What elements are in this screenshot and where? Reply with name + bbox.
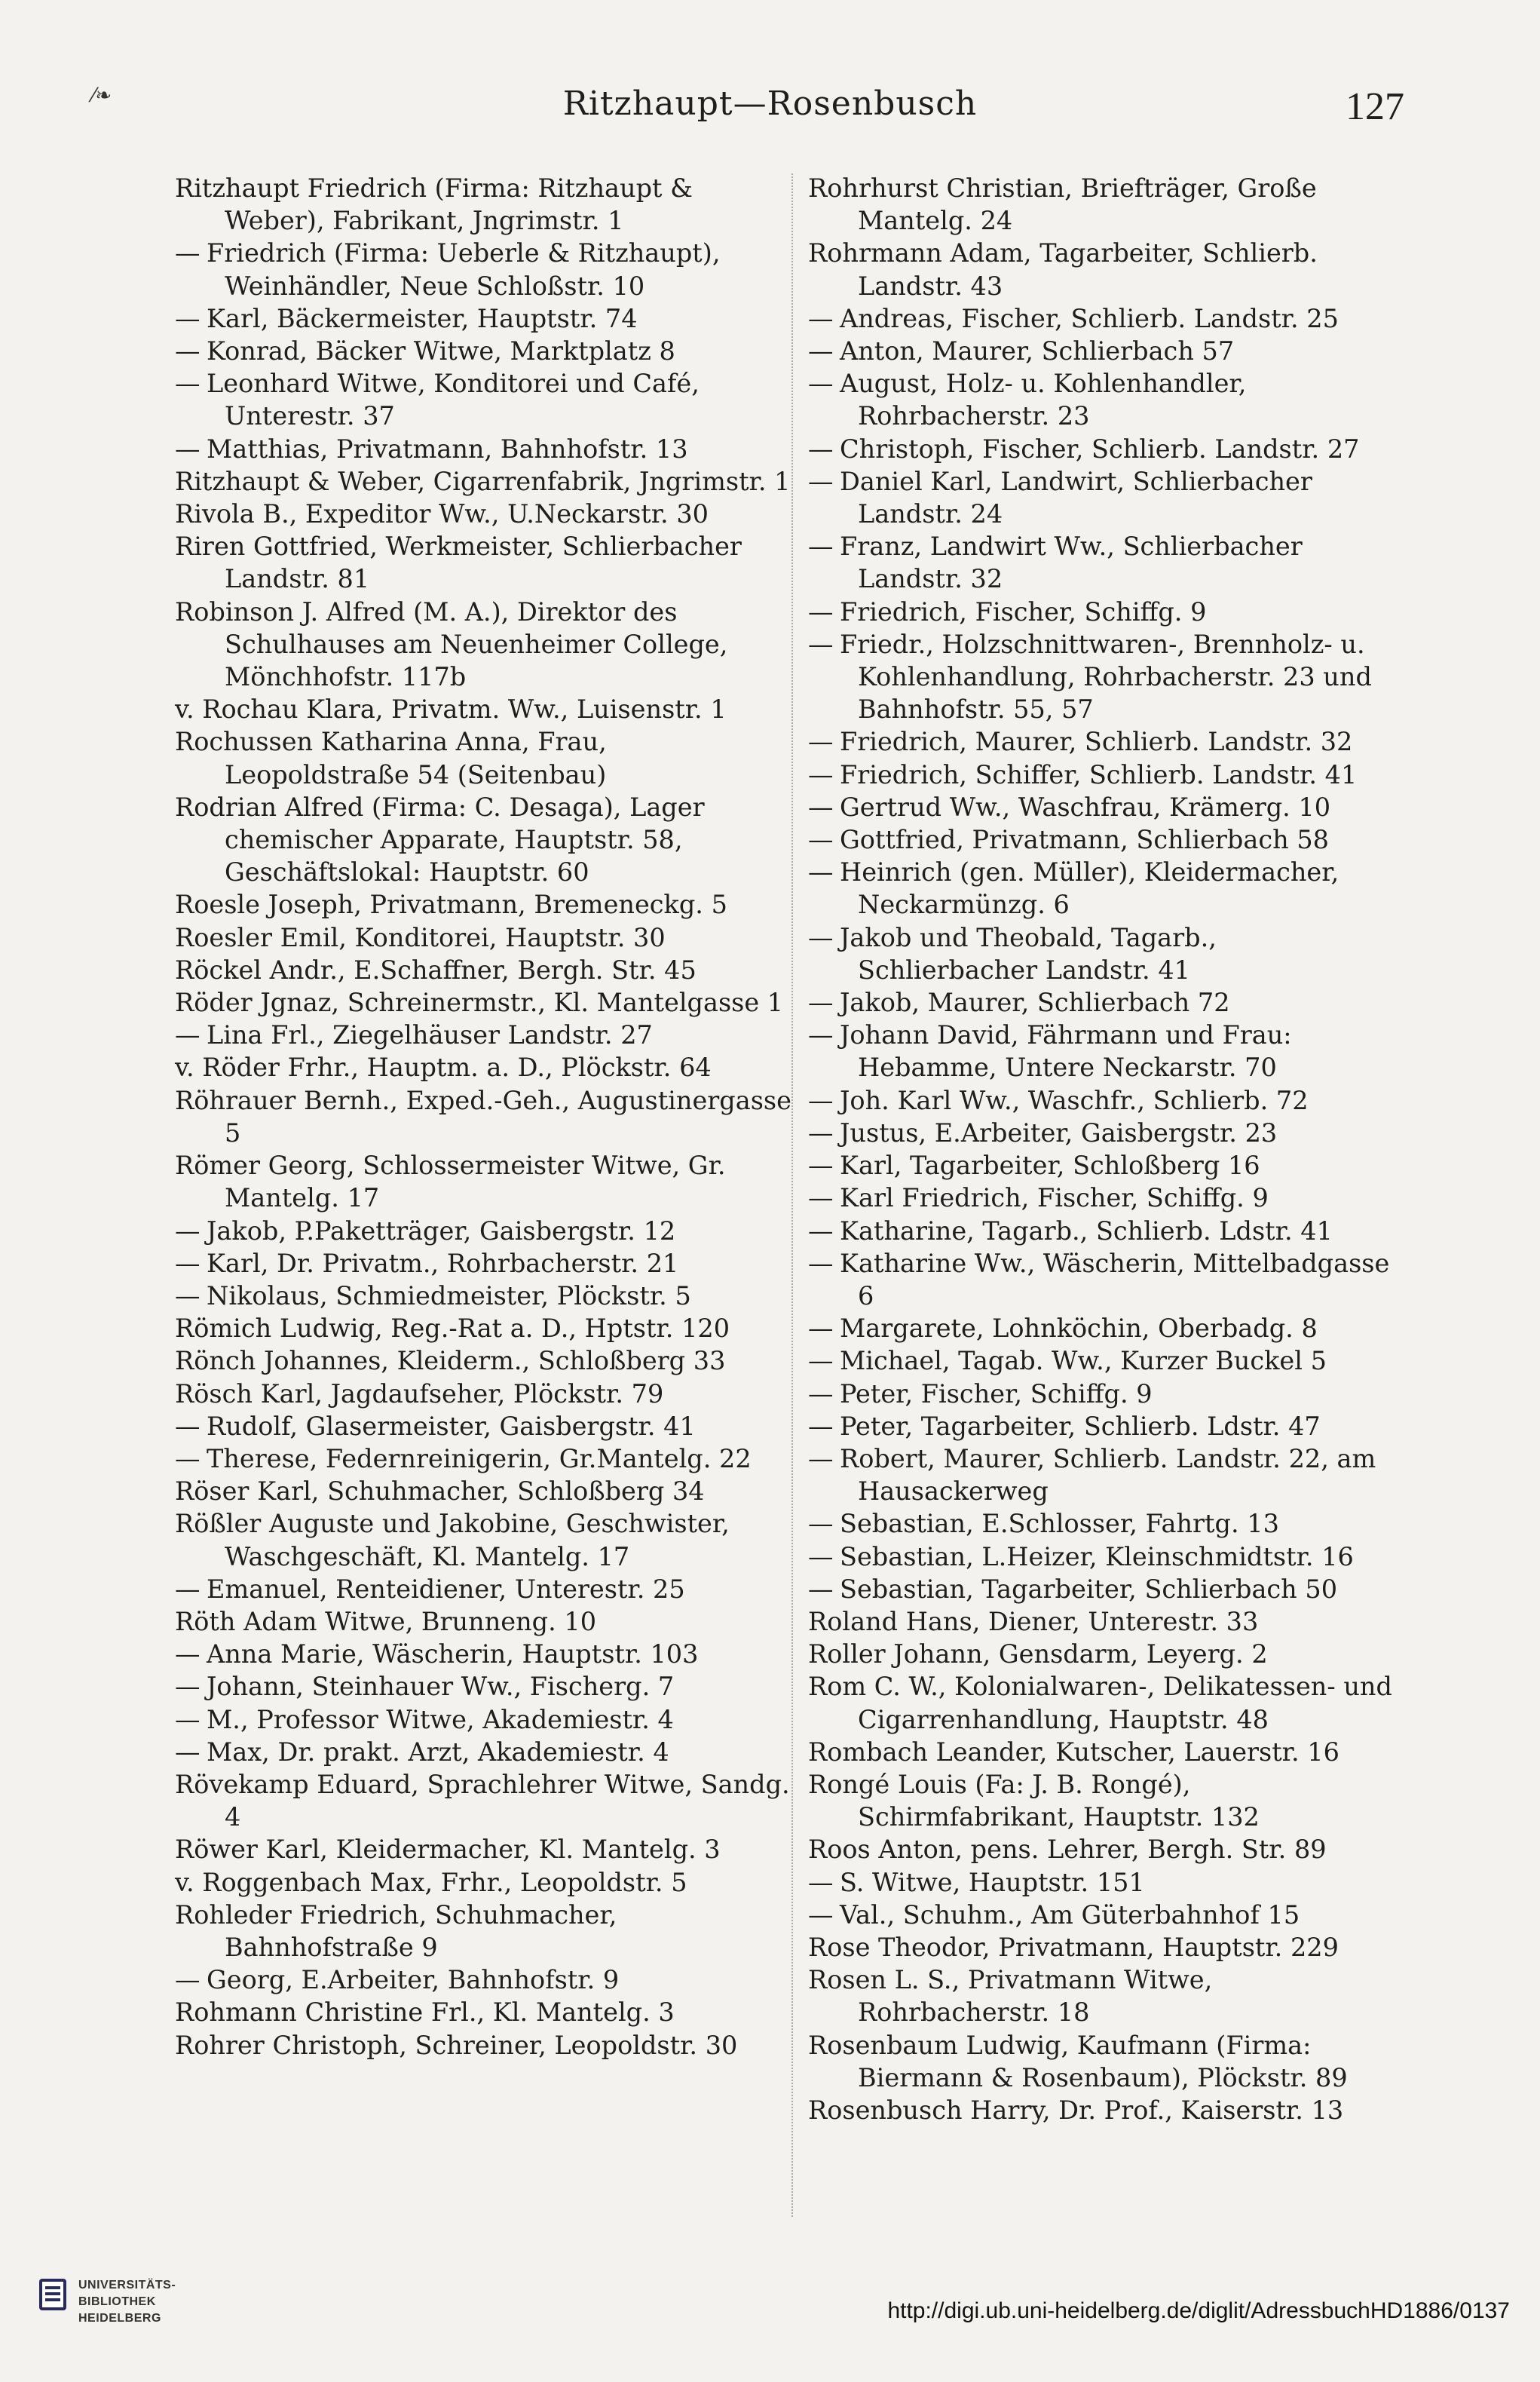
- entry-text: Roesle Joseph, Privatmann, Bremeneckg. 5: [175, 890, 727, 920]
- directory-entry: [808, 1638, 1404, 1670]
- entry-text: Sebastian, Tagarbeiter, Schlierbach 50: [840, 1574, 1338, 1604]
- ditto-dash: —: [808, 629, 834, 659]
- ditto-dash: —: [808, 1541, 834, 1571]
- ditto-dash: —: [808, 303, 834, 333]
- entry-text: Lina Frl., Ziegelhäuser Landstr. 27: [207, 1020, 653, 1050]
- entry-text: Ritzhaupt Friedrich (Firma: Ritzhaupt & Weber), Fabrikant, Jngrimstr. 1: [175, 173, 693, 236]
- ditto-dash: —: [808, 1411, 834, 1441]
- ditto-dash: —: [808, 1346, 834, 1376]
- entry-text: Emanuel, Renteidiener, Unterestr. 25: [207, 1574, 685, 1604]
- entry-text: Andreas, Fischer, Schlierb. Landstr. 25: [840, 303, 1339, 333]
- directory-entry: [808, 1507, 1404, 1540]
- ditto-dash: —: [808, 434, 834, 464]
- ditto-dash: —: [808, 369, 834, 399]
- directory-entry: [808, 856, 1404, 921]
- column-divider: [791, 173, 794, 2217]
- entry-text: Roland Hans, Diener, Unterestr. 33: [808, 1606, 1259, 1636]
- logo-line: UNIVERSITÄTS-: [78, 2279, 176, 2292]
- ditto-dash: —: [175, 1280, 201, 1311]
- directory-entry: [808, 1605, 1404, 1638]
- ditto-dash: —: [808, 1248, 834, 1278]
- entry-text: Joh. Karl Ww., Waschfr., Schlierb. 72: [840, 1085, 1309, 1115]
- entry-text: Friedr., Holzschnittwaren-, Brennholz- u. Kohlenhandlung, Rohrbacherstr. 23 und Bahnhofstr. 55, 57: [840, 629, 1372, 725]
- ditto-dash: —: [175, 1443, 201, 1473]
- entry-text: Franz, Landwirt Ww., Schlierbacher Landstr. 32: [840, 532, 1303, 594]
- directory-entry: [175, 1899, 793, 1964]
- directory-entry: [808, 1247, 1404, 1312]
- ditto-dash: —: [175, 1020, 201, 1050]
- directory-entry: [175, 1084, 793, 1149]
- right-column: [808, 172, 1404, 2126]
- directory-entry: [808, 1899, 1404, 1931]
- entry-text: Römer Georg, Schlossermeister Witwe, Gr. Mantelg. 17: [175, 1151, 726, 1213]
- entry-text: Rohmann Christine Frl., Kl. Mantelg. 3: [175, 1997, 675, 2028]
- directory-entry: [175, 1215, 793, 1247]
- entry-text: v. Röder Frhr., Hauptm. a. D., Plöckstr. 64: [175, 1053, 712, 1083]
- entry-text: Katharine, Tagarb., Schlierb. Ldstr. 41: [840, 1216, 1333, 1246]
- entry-text: Therese, Federnreinigerin, Gr.Mantelg. 22: [207, 1443, 752, 1473]
- entry-text: v. Rochau Klara, Privatm. Ww., Luisenstr. 1: [175, 694, 727, 725]
- ditto-dash: —: [808, 1117, 834, 1148]
- directory-entry: [175, 725, 793, 790]
- logo-line: BIBLIOTHEK: [78, 2295, 156, 2308]
- ditto-dash: —: [808, 922, 834, 952]
- source-link[interactable]: http://digi.ub.uni-heidelberg.de/diglit/AdressbuchHD1886/0137: [887, 2298, 1510, 2323]
- directory-entry: [175, 921, 793, 954]
- entry-text: Karl, Tagarbeiter, Schloßberg 16: [840, 1151, 1260, 1181]
- entry-text: Leonhard Witwe, Konditorei und Café, Unterestr. 37: [207, 369, 700, 431]
- entry-text: Georg, E.Arbeiter, Bahnhofstr. 9: [207, 1965, 620, 1995]
- directory-entry: [175, 1736, 793, 1768]
- ditto-dash: —: [175, 1216, 201, 1246]
- entry-text: Rohrmann Adam, Tagarbeiter, Schlierb. Landstr. 43: [808, 238, 1318, 301]
- directory-entry: [808, 1117, 1404, 1149]
- entry-text: Jakob, Maurer, Schlierbach 72: [840, 988, 1230, 1018]
- directory-entry: [175, 596, 793, 694]
- entry-text: Rose Theodor, Privatmann, Hauptstr. 229: [808, 1932, 1339, 1962]
- entry-text: Peter, Tagarbeiter, Schlierb. Ldstr. 47: [840, 1411, 1321, 1441]
- entry-text: Römich Ludwig, Reg.-Rat a. D., Hptstr. 120: [175, 1314, 730, 1344]
- directory-entry: [808, 1833, 1404, 1865]
- directory-entry: [808, 1019, 1404, 1084]
- directory-entry: [808, 1344, 1404, 1377]
- entry-text: Röwer Karl, Kleidermacher, Kl. Mantelg. 3: [175, 1835, 721, 1865]
- directory-entry: [175, 367, 793, 432]
- directory-entry: [808, 1931, 1404, 1964]
- entry-text: Anna Marie, Wäscherin, Hauptstr. 103: [207, 1639, 699, 1669]
- entry-text: Rosen L. S., Privatmann Witwe, Rohrbacherstr. 18: [808, 1965, 1213, 2028]
- directory-entry: [808, 302, 1404, 335]
- directory-entry: [175, 1573, 793, 1605]
- directory-entry: [175, 2029, 793, 2062]
- ditto-dash: —: [808, 857, 834, 888]
- ditto-dash: —: [808, 466, 834, 496]
- directory-entry: [808, 1378, 1404, 1410]
- ditto-dash: —: [175, 369, 201, 399]
- entry-text: Rosenbaum Ludwig, Kaufmann (Firma: Biermann & Rosenbaum), Plöckstr. 89: [808, 2030, 1348, 2092]
- entry-text: Röder Jgnaz, Schreinermstr., Kl. Mantelgasse 1: [175, 988, 784, 1018]
- entry-text: Rößler Auguste und Jakobine, Geschwister, Waschgeschäft, Kl. Mantelg. 17: [175, 1509, 730, 1571]
- entry-text: Sebastian, E.Schlosser, Fahrtg. 13: [840, 1509, 1279, 1539]
- entry-text: Friedrich, Fischer, Schiffg. 9: [840, 596, 1207, 627]
- directory-entry: [175, 1703, 793, 1736]
- directory-entry: [808, 1442, 1404, 1507]
- ditto-dash: —: [808, 1899, 834, 1930]
- directory-entry: [808, 237, 1404, 302]
- directory-entry: [808, 823, 1404, 856]
- directory-entry: [175, 1442, 793, 1475]
- entry-text: Rösch Karl, Jagdaufseher, Plöckstr. 79: [175, 1378, 664, 1409]
- entry-text: Gottfried, Privatmann, Schlierbach 58: [840, 825, 1329, 855]
- entry-text: Margarete, Lohnköchin, Oberbadg. 8: [840, 1314, 1318, 1344]
- directory-entry: [808, 628, 1404, 726]
- directory-entry: [175, 1670, 793, 1703]
- directory-entry: [175, 1051, 793, 1084]
- ditto-dash: —: [808, 1378, 834, 1409]
- entry-text: Robert, Maurer, Schlierb. Landstr. 22, am Hausackerweg: [840, 1443, 1376, 1507]
- directory-entry: [175, 237, 793, 302]
- entry-text: Friedrich, Schiffer, Schlierb. Landstr. 41: [840, 759, 1358, 789]
- entry-text: Röckel Andr., E.Schaffner, Bergh. Str. 45: [175, 955, 697, 985]
- directory-entry: [808, 1736, 1404, 1768]
- ditto-dash: —: [175, 1411, 201, 1441]
- entry-text: Rönch Johannes, Kleiderm., Schloßberg 33: [175, 1346, 726, 1376]
- entry-text: v. Roggenbach Max, Frhr., Leopoldstr. 5: [175, 1867, 687, 1897]
- ditto-dash: —: [808, 1867, 834, 1897]
- entry-text: Rövekamp Eduard, Sprachlehrer Witwe, Sandg. 4: [175, 1769, 790, 1832]
- entry-text: Daniel Karl, Landwirt, Schlierbacher Landstr. 24: [840, 466, 1312, 529]
- directory-entry: [808, 530, 1404, 595]
- directory-entry: [808, 1670, 1404, 1735]
- directory-entry: [175, 335, 793, 367]
- directory-entry: [808, 2094, 1404, 2126]
- entry-text: Peter, Fischer, Schiffg. 9: [840, 1378, 1153, 1409]
- directory-entry: [175, 433, 793, 465]
- ditto-dash: —: [175, 336, 201, 366]
- directory-entry: [808, 1768, 1404, 1833]
- directory-entry: [175, 1866, 793, 1899]
- entry-text: Jakob, P.Paketträger, Gaisbergstr. 12: [207, 1216, 676, 1246]
- directory-entry: [175, 1964, 793, 1996]
- ditto-dash: —: [808, 532, 834, 562]
- entry-text: Roesler Emil, Konditorei, Hauptstr. 30: [175, 922, 666, 952]
- entry-text: Rombach Leander, Kutscher, Lauerstr. 16: [808, 1737, 1339, 1767]
- directory-entry: [175, 172, 793, 237]
- ditto-dash: —: [175, 1248, 201, 1278]
- directory-entry: [175, 1507, 793, 1572]
- directory-entry: [175, 1312, 793, 1344]
- entry-text: M., Professor Witwe, Akademiestr. 4: [207, 1704, 674, 1734]
- directory-entry: [175, 498, 793, 530]
- page-number: 127: [1346, 85, 1404, 128]
- directory-entry: [175, 1768, 793, 1833]
- entry-text: Katharine Ww., Wäscherin, Mittelbadgasse 6: [840, 1248, 1390, 1311]
- entry-text: Nikolaus, Schmiedmeister, Plöckstr. 5: [207, 1280, 691, 1311]
- directory-entry: [175, 1280, 793, 1312]
- entry-text: Rohrhurst Christian, Briefträger, Große Mantelg. 24: [808, 173, 1317, 236]
- directory-entry: [808, 1149, 1404, 1182]
- directory-entry: [808, 2029, 1404, 2094]
- ditto-dash: —: [808, 727, 834, 757]
- entry-text: Gertrud Ww., Waschfrau, Krämerg. 10: [840, 792, 1331, 822]
- entry-text: S. Witwe, Hauptstr. 151: [840, 1867, 1145, 1897]
- directory-entry: [175, 530, 793, 595]
- ditto-dash: —: [808, 1314, 834, 1344]
- directory-entry: [175, 1344, 793, 1377]
- directory-entry: [808, 725, 1404, 758]
- directory-entry: [808, 367, 1404, 432]
- entry-text: Rudolf, Glasermeister, Gaisbergstr. 41: [207, 1411, 696, 1441]
- directory-entry: [808, 335, 1404, 367]
- ditto-dash: —: [175, 1965, 201, 1995]
- ditto-dash: —: [808, 1509, 834, 1539]
- directory-entry: [175, 791, 793, 889]
- ditto-dash: —: [808, 1216, 834, 1246]
- library-logo: [39, 2279, 205, 2347]
- directory-entry: [808, 596, 1404, 628]
- entry-text: Christoph, Fischer, Schlierb. Landstr. 27: [840, 434, 1360, 464]
- entry-text: Michael, Tagab. Ww., Kurzer Buckel 5: [840, 1346, 1327, 1376]
- ditto-dash: —: [175, 1574, 201, 1604]
- entry-text: Rivola B., Expeditor Ww., U.Neckarstr. 30: [175, 499, 709, 529]
- directory-entry: [175, 1247, 793, 1280]
- ditto-dash: —: [808, 792, 834, 822]
- entry-text: Johann David, Fährmann und Frau: Hebamme, Untere Neckarstr. 70: [840, 1020, 1292, 1083]
- directory-entry: [175, 1996, 793, 2028]
- directory-entry: [175, 693, 793, 725]
- ditto-dash: —: [808, 988, 834, 1018]
- entry-text: Sebastian, L.Heizer, Kleinschmidtstr. 16: [840, 1541, 1354, 1571]
- directory-entry: [175, 302, 793, 335]
- entry-text: Rodrian Alfred (Firma: C. Desaga), Lager chemischer Apparate, Hauptstr. 58, Geschäftslokal: Hauptstr. 60: [175, 792, 705, 888]
- ditto-dash: —: [808, 1085, 834, 1115]
- entry-text: Anton, Maurer, Schlierbach 57: [840, 336, 1235, 366]
- directory-entry: [175, 1833, 793, 1865]
- directory-entry: [175, 1475, 793, 1507]
- entry-text: Heinrich (gen. Müller), Kleidermacher, Neckarmünzg. 6: [840, 857, 1339, 920]
- entry-text: Max, Dr. prakt. Arzt, Akademiestr. 4: [207, 1737, 669, 1767]
- directory-entry: [175, 1378, 793, 1410]
- directory-entry: [175, 1410, 793, 1442]
- directory-entry: [808, 1866, 1404, 1899]
- directory-entry: [808, 1215, 1404, 1247]
- ditto-dash: —: [808, 1151, 834, 1181]
- entry-text: Val., Schuhm., Am Güterbahnhof 15: [840, 1899, 1300, 1930]
- directory-entry: [808, 791, 1404, 823]
- entry-text: Rosenbusch Harry, Dr. Prof., Kaiserstr. 13: [808, 2095, 1344, 2125]
- directory-entry: [175, 1019, 793, 1051]
- left-column: [175, 172, 793, 2062]
- entry-text: Röth Adam Witwe, Brunneng. 10: [175, 1606, 597, 1636]
- entry-text: Rom C. W., Kolonialwaren-, Delikatessen- und Cigarrenhandlung, Hauptstr. 48: [808, 1672, 1392, 1734]
- entry-text: Konrad, Bäcker Witwe, Marktplatz 8: [207, 336, 675, 366]
- entry-text: Ritzhaupt & Weber, Cigarrenfabrik, Jngrimstr. 1: [175, 466, 791, 496]
- entry-text: August, Holz- u. Kohlenhandler, Rohrbacherstr. 23: [840, 369, 1247, 431]
- entry-text: Roller Johann, Gensdarm, Leyerg. 2: [808, 1639, 1268, 1669]
- ditto-dash: —: [808, 1443, 834, 1473]
- entry-text: Justus, E.Arbeiter, Gaisbergstr. 23: [840, 1117, 1278, 1148]
- entry-text: Friedrich, Maurer, Schlierb. Landstr. 32: [840, 727, 1353, 757]
- directory-entry: [808, 465, 1404, 530]
- directory-entry: [175, 986, 793, 1019]
- directory-entry: [175, 1638, 793, 1670]
- ditto-dash: —: [175, 303, 201, 333]
- ditto-dash: —: [808, 759, 834, 789]
- entry-text: Röhrauer Bernh., Exped.-Geh., Augustinergasse 5: [175, 1085, 791, 1148]
- directory-entry: [175, 954, 793, 986]
- directory-entry: [808, 1410, 1404, 1442]
- directory-entry: [808, 1084, 1404, 1117]
- directory-entry: [175, 888, 793, 921]
- ditto-dash: —: [175, 1737, 201, 1767]
- ditto-dash: —: [808, 1020, 834, 1050]
- entry-text: Johann, Steinhauer Ww., Fischerg. 7: [207, 1672, 675, 1702]
- directory-entry: [808, 1312, 1404, 1344]
- running-head: Ritzhaupt—Rosenbusch: [562, 84, 978, 123]
- entry-text: Rongé Louis (Fa: J. B. Rongé), Schirmfabrikant, Hauptstr. 132: [808, 1769, 1260, 1832]
- entry-text: Jakob und Theobald, Tagarb., Schlierbacher Landstr. 41: [840, 922, 1217, 985]
- book-icon: [39, 2279, 66, 2310]
- directory-entry: [175, 465, 793, 498]
- entry-text: Matthias, Privatmann, Bahnhofstr. 13: [207, 434, 688, 464]
- directory-entry: [808, 986, 1404, 1019]
- entry-text: Karl, Bäckermeister, Hauptstr. 74: [207, 303, 638, 333]
- directory-entry: [808, 921, 1404, 986]
- entry-text: Rochussen Katharina Anna, Frau, Leopoldstraße 54 (Seitenbau): [175, 727, 607, 789]
- entry-text: Röser Karl, Schuhmacher, Schloßberg 34: [175, 1476, 705, 1507]
- corner-mark: ⁄❧: [92, 84, 112, 107]
- directory-entry: [175, 1605, 793, 1638]
- directory-entry: [808, 1573, 1404, 1605]
- directory-entry: [808, 172, 1404, 237]
- directory-entry: [808, 1182, 1404, 1214]
- ditto-dash: —: [175, 238, 201, 268]
- logo-line: HEIDELBERG: [78, 2312, 161, 2325]
- directory-entry: [175, 1149, 793, 1214]
- entry-text: Riren Gottfried, Werkmeister, Schlierbacher Landstr. 81: [175, 532, 742, 594]
- directory-entry: [808, 433, 1404, 465]
- ditto-dash: —: [175, 1639, 201, 1669]
- ditto-dash: —: [175, 1672, 201, 1702]
- entry-text: Friedrich (Firma: Ueberle & Ritzhaupt), Weinhändler, Neue Schloßstr. 10: [207, 238, 721, 301]
- entry-text: Rohleder Friedrich, Schuhmacher, Bahnhofstraße 9: [175, 1899, 617, 1962]
- ditto-dash: —: [808, 825, 834, 855]
- entry-text: Roos Anton, pens. Lehrer, Bergh. Str. 89: [808, 1835, 1327, 1865]
- ditto-dash: —: [808, 1183, 834, 1213]
- entry-text: Karl Friedrich, Fischer, Schiffg. 9: [840, 1183, 1269, 1213]
- ditto-dash: —: [175, 434, 201, 464]
- ditto-dash: —: [808, 336, 834, 366]
- directory-entry: [808, 759, 1404, 791]
- directory-entry: [808, 1540, 1404, 1573]
- entry-text: Rohrer Christoph, Schreiner, Leopoldstr. 30: [175, 2030, 738, 2060]
- directory-entry: [808, 1964, 1404, 2028]
- entry-text: Robinson J. Alfred (M. A.), Direktor des Schulhauses am Neuenheimer College, Mönchhofstr. 117b: [175, 596, 728, 692]
- ditto-dash: —: [175, 1704, 201, 1734]
- ditto-dash: —: [808, 1574, 834, 1604]
- entry-text: Karl, Dr. Privatm., Rohrbacherstr. 21: [207, 1248, 679, 1278]
- ditto-dash: —: [808, 596, 834, 627]
